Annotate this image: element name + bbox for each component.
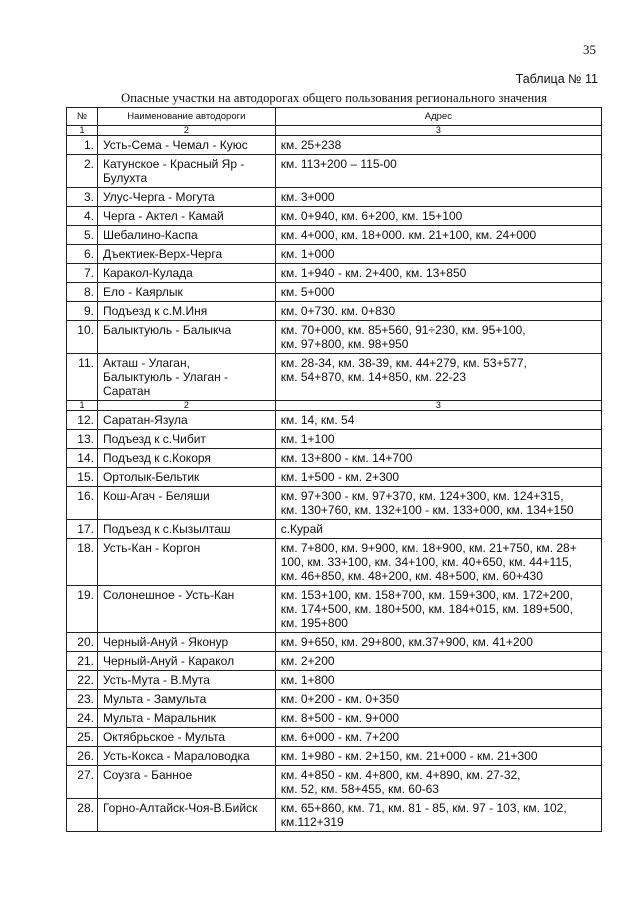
road-name: Ело - Каярлык (97, 283, 275, 302)
row-number: 11. (67, 354, 98, 401)
road-name: Октябрьское - Мульта (97, 728, 275, 747)
road-address: км. 1+980 - км. 2+150, км. 21+000 - км. 21+300 (275, 747, 601, 766)
road-name: Акташ - Улаган, Балыктуюль - Улаган - Саратан (97, 354, 275, 401)
row-number: 5. (67, 226, 98, 245)
road-name: Усть-Сема - Чемал - Куюс (97, 136, 275, 155)
header-road-name: Наименование автодороги (97, 108, 275, 126)
table-row (67, 468, 602, 487)
table-row (67, 766, 602, 799)
road-name: Саратан-Язула (97, 411, 275, 430)
table-row (67, 155, 602, 188)
road-address: км. 1+940 - км. 2+400, км. 13+850 (275, 264, 601, 283)
table-row (67, 354, 602, 401)
column-number: 1 (67, 401, 98, 411)
table-label: Таблица № 11 (515, 72, 598, 86)
road-name: Усть-Мута - В.Мута (97, 671, 275, 690)
table-row (67, 671, 602, 690)
road-name: Ортолык-Бельтик (97, 468, 275, 487)
road-name: Черный-Ануй - Каракол (97, 652, 275, 671)
column-number-row (67, 126, 602, 136)
table-row (67, 520, 602, 539)
table-title: Опасные участки на автодорогах общего пользования регионального значения (121, 91, 547, 105)
table-row (67, 226, 602, 245)
row-number: 26. (67, 747, 98, 766)
road-name: Черга - Актел - Камай (97, 207, 275, 226)
road-address: км. 8+500 - км. 9+000 (275, 709, 601, 728)
table-row (67, 321, 602, 354)
row-number: 22. (67, 671, 98, 690)
row-number: 14. (67, 449, 98, 468)
road-address: км. 4+850 - км. 4+800, км. 4+890, км. 27-32, км. 52, км. 58+455, км. 60-63 (275, 766, 601, 799)
table-row (67, 799, 602, 832)
table-row (67, 430, 602, 449)
road-address: км. 0+940, км. 6+200, км. 15+100 (275, 207, 601, 226)
road-address: км. 14, км. 54 (275, 411, 601, 430)
table-row (67, 539, 602, 586)
road-address: км. 6+000 - км. 7+200 (275, 728, 601, 747)
road-name: Мульта - Маральник (97, 709, 275, 728)
road-name: Подъезд к с.Чибит (97, 430, 275, 449)
table-row (67, 283, 602, 302)
column-number: 2 (97, 401, 275, 411)
table-row (67, 302, 602, 321)
header-address: Адрес (275, 108, 601, 126)
row-number: 20. (67, 633, 98, 652)
road-address: км. 4+000, км. 18+000. км. 21+100, км. 24+000 (275, 226, 601, 245)
row-number: 1. (67, 136, 98, 155)
table-row (67, 449, 602, 468)
row-number: 12. (67, 411, 98, 430)
road-address: км. 25+238 (275, 136, 601, 155)
page-number: 35 (583, 42, 596, 57)
column-number: 1 (67, 126, 98, 136)
road-address: км. 1+100 (275, 430, 601, 449)
road-name: Черный-Ануй - Яконур (97, 633, 275, 652)
road-address: км. 0+730. км. 0+830 (275, 302, 601, 321)
row-number: 19. (67, 586, 98, 633)
road-name: Дъектиек-Верх-Черга (97, 245, 275, 264)
table-row (67, 487, 602, 520)
column-number-row (67, 401, 602, 411)
row-number: 4. (67, 207, 98, 226)
row-number: 7. (67, 264, 98, 283)
row-number: 17. (67, 520, 98, 539)
road-name: Шебалино-Каспа (97, 226, 275, 245)
hazard-sections-table (66, 107, 602, 832)
table-row (67, 747, 602, 766)
row-number: 13. (67, 430, 98, 449)
road-name: Усть-Кан - Коргон (97, 539, 275, 586)
table-row (67, 690, 602, 709)
road-name: Улус-Черга - Могута (97, 188, 275, 207)
road-name: Катунское - Красный Яр - Булухта (97, 155, 275, 188)
road-name: Подъезд к с.Кызылташ (97, 520, 275, 539)
column-number: 3 (275, 126, 601, 136)
row-number: 8. (67, 283, 98, 302)
road-name: Горно-Алтайск-Чоя-В.Бийск (97, 799, 275, 832)
road-address: км. 1+000 (275, 245, 601, 264)
road-address: км. 9+650, км. 29+800, км.37+900, км. 41+200 (275, 633, 601, 652)
row-number: 10. (67, 321, 98, 354)
header-number: № (67, 108, 98, 126)
table-row (67, 411, 602, 430)
row-number: 6. (67, 245, 98, 264)
table-row (67, 586, 602, 633)
table-row (67, 264, 602, 283)
road-address: км. 28-34, км. 38-39, км. 44+279, км. 53+577, км. 54+870, км. 14+850, км. 22-23 (275, 354, 601, 401)
table-row (67, 207, 602, 226)
table-header-row (67, 108, 602, 126)
road-name: Мульта - Замульта (97, 690, 275, 709)
road-address: км. 1+800 (275, 671, 601, 690)
road-address: км. 70+000, км. 85+560, 91÷230, км. 95+100, км. 97+800, км. 98+950 (275, 321, 601, 354)
road-address: км. 1+500 - км. 2+300 (275, 468, 601, 487)
row-number: 27. (67, 766, 98, 799)
row-number: 16. (67, 487, 98, 520)
road-address: км. 0+200 - км. 0+350 (275, 690, 601, 709)
road-name: Балыктуюль - Балыкча (97, 321, 275, 354)
row-number: 3. (67, 188, 98, 207)
table-row (67, 245, 602, 264)
road-address: км. 5+000 (275, 283, 601, 302)
column-number: 3 (275, 401, 601, 411)
road-name: Усть-Кокса - Мараловодка (97, 747, 275, 766)
row-number: 15. (67, 468, 98, 487)
road-address: с.Курай (275, 520, 601, 539)
table-row (67, 136, 602, 155)
row-number: 28. (67, 799, 98, 832)
row-number: 25. (67, 728, 98, 747)
table-row (67, 709, 602, 728)
row-number: 18. (67, 539, 98, 586)
table-row (67, 652, 602, 671)
row-number: 21. (67, 652, 98, 671)
table-body (67, 108, 602, 832)
road-address: км. 153+100, км. 158+700, км. 159+300, км. 172+200, км. 174+500, км. 180+500, км. 184+015, км. 189+500, км. 195+800 (275, 586, 601, 633)
road-address: км. 65+860, км. 71, км. 81 - 85, км. 97 - 103, км. 102, км.112+319 (275, 799, 601, 832)
road-name: Соузга - Банное (97, 766, 275, 799)
road-address: км. 7+800, км. 9+900, км. 18+900, км. 21+750, км. 28+ 100, км. 33+100, км. 34+100, км. 40+650, км. 44+115, км. 46+850, км. 48+200, км. 48+500, км. 60+430 (275, 539, 601, 586)
table-row (67, 188, 602, 207)
road-name: Солонешное - Усть-Кан (97, 586, 275, 633)
row-number: 2. (67, 155, 98, 188)
row-number: 9. (67, 302, 98, 321)
table-row (67, 633, 602, 652)
table-row (67, 728, 602, 747)
road-name: Подъезд к с.Кокоря (97, 449, 275, 468)
row-number: 24. (67, 709, 98, 728)
road-address: км. 3+000 (275, 188, 601, 207)
road-name: Каракол-Кулада (97, 264, 275, 283)
road-name: Кош-Агач - Беляши (97, 487, 275, 520)
road-address: км. 97+300 - км. 97+370, км. 124+300, км. 124+315, км. 130+760, км. 132+100 - км. 133+000, км. 134+150 (275, 487, 601, 520)
road-address: км. 2+200 (275, 652, 601, 671)
road-address: км. 113+200 – 115-00 (275, 155, 601, 188)
road-name: Подъезд к с.М.Иня (97, 302, 275, 321)
row-number: 23. (67, 690, 98, 709)
road-address: км. 13+800 - км. 14+700 (275, 449, 601, 468)
column-number: 2 (97, 126, 275, 136)
